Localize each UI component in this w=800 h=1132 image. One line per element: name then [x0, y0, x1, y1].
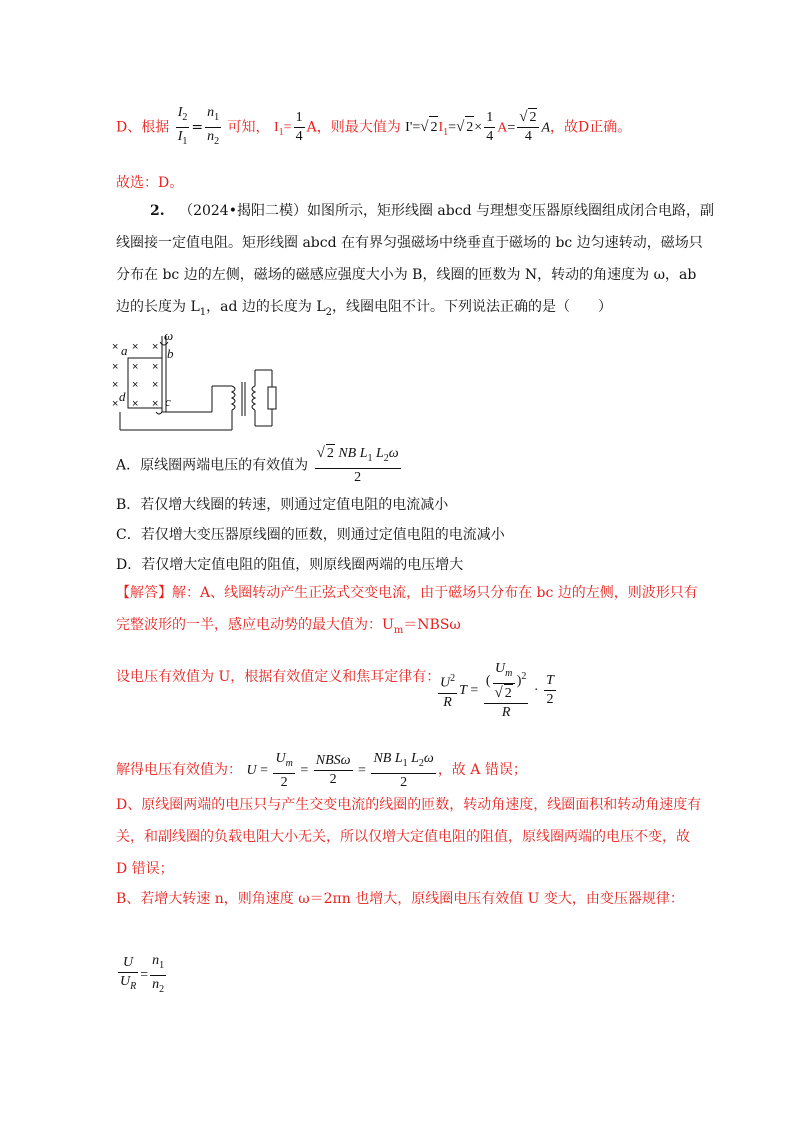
question-number: 2. — [150, 203, 165, 219]
text: D、根据 — [116, 119, 170, 136]
option-a — [116, 444, 403, 487]
fraction-n1-n2: $\frac{n_1}{n_2}$ — [207, 105, 220, 147]
question-2-line-1 — [150, 200, 714, 222]
option-b: B．若仅增大线圈的转速，则通过定值电阻的电流减小 — [116, 497, 449, 513]
question-source: （2024•揭阳二模） — [179, 203, 307, 219]
field-cross: × — [132, 361, 139, 373]
joule-equation: $\frac{U^2}{R}$ T = ( $\frac{U_m}{√ 2}$ )$^2$ R · $\frac{T}{2}$ — [440, 661, 554, 720]
fraction-i2-i1: $\frac{I_2}{I_1}$ — [177, 105, 188, 147]
field-cross: × — [152, 379, 159, 391]
question-2-line-2: 线圈接一定值电阻。矩形线圈 abcd 在有界匀强磁场中绕垂直于磁场的 bc 边匀速转动，磁场只 — [116, 235, 703, 251]
field-cross: × — [152, 398, 159, 410]
question-stem: 如图所示，矩形线圈 abcd 与理想变压器原线圈组成闭合电路，副 — [306, 203, 714, 219]
text: ，线圈电阻不计。下列说法正确的是（ ） — [332, 299, 613, 315]
text: ＝NBSω — [403, 617, 461, 633]
field-cross: × — [152, 361, 159, 373]
solution-line-3: 设电压有效值为 U，根据有效值定义和焦耳定律有： — [116, 669, 441, 685]
label-d: d — [119, 389, 126, 404]
option-c: C．若仅增大变压器原线圈的匝数，则通过定值电阻的电流减小 — [116, 527, 505, 543]
text: ，则最大值为 — [316, 119, 401, 136]
field-cross: × — [132, 379, 139, 391]
subscript: m — [393, 624, 404, 636]
label-omega: ω — [164, 330, 174, 343]
text: 边的长度为 L — [116, 299, 200, 315]
answer-choice: 故选：D。 — [116, 175, 184, 191]
text: ，故 A 错误； — [437, 762, 527, 779]
solution-line-1 — [116, 582, 698, 604]
field-cross: × — [152, 341, 159, 353]
field-cross: × — [112, 361, 119, 373]
fraction-option-a: $\frac{√ 2 NB L_1 L_2\omega}{2}$ — [316, 445, 399, 485]
transformer-ratio: $\frac{U}{U_R}$ = $\frac{n_1}{n_2}$ — [120, 953, 165, 995]
fraction-1-4: $\frac{1}{4}$ — [295, 109, 303, 144]
field-cross: × — [112, 398, 119, 410]
solution-tag: 【解答】 — [116, 585, 172, 601]
text: A．原线圈两端电压的有效值为 — [116, 457, 309, 474]
question-2-line-4: 边的长度为 $L_1$，ad 边的长度为 $L_2$，线圈电阻不计。下列说法正确的是（ ） — [116, 299, 613, 318]
text: 可知， — [227, 119, 270, 136]
solution-line-2 — [116, 614, 461, 642]
label-a: a — [121, 343, 128, 358]
field-cross: × — [132, 398, 139, 410]
text: ，ad 边的长度为 L — [206, 299, 326, 315]
solution-line-7: D 错误； — [116, 861, 174, 877]
field-cross: × — [132, 341, 139, 353]
field-cross: × — [112, 341, 119, 353]
solution-line-6: 关，和副线圈的负载电阻大小无关，所以仅增大定值电阻的阻值，原线圈两端的电压不变，故 — [116, 829, 690, 845]
text: 解得电压有效值为： — [116, 762, 242, 779]
text: 解：A、线圈转动产生正弦式交变电流，由于磁场只分布在 bc 边的左侧，则波形只有 — [172, 585, 698, 601]
question-2-line-3: 分布在 bc 边的左侧，磁场的磁感应强度大小为 B，线圈的匝数为 N，转动的角速度为 ω，ab — [116, 267, 697, 283]
label-c: c — [165, 394, 171, 409]
text: 完整波形的一半，感应电动势的最大值为：U — [116, 617, 394, 633]
solution-line-8: B、若增大转速 n，则角速度 ω＝2πn 也增大，原线圈电压有效值 U 变大，由变压器规律： — [116, 891, 684, 907]
label-b: b — [167, 346, 174, 361]
text: ，故D正确。 — [550, 119, 632, 136]
unit: A — [306, 119, 317, 136]
option-d: D．若仅增大定值电阻的阻值，则原线圈两端的电压增大 — [116, 557, 464, 573]
fraction-sqrt2-4: $\frac{√ 2}{4}$ — [517, 108, 539, 146]
solution-line-d: D、根据 $\frac{I_2}{I_1}$ = $\frac{n_1}{n_2}$ 可知， $I_1=$ $\frac{1}{4}$ A，则最大值为 I'=√ $2I_1=√$ 2× $\frac{1}{4}$ A= $\frac{√ 2}{4}$ A，故D正确。 — [116, 104, 631, 151]
solution-line-4: 解得电压有效值为： U = $\frac{U_m}{2}$ = $\frac{\text{NBSω}}{2}$ = $\frac{NB L_1 L_2\omega}{2}$ ，故 A 错误； — [116, 751, 527, 790]
solution-line-5: D、原线圈两端的电压只与产生交变电流的线圈的匝数，转动角速度，线圈面积和转动角速度有 — [116, 797, 702, 813]
field-cross: × — [112, 379, 119, 391]
fraction-1-4b: $\frac{1}{4}$ — [486, 109, 494, 144]
coil-transformer-diagram — [112, 330, 287, 435]
